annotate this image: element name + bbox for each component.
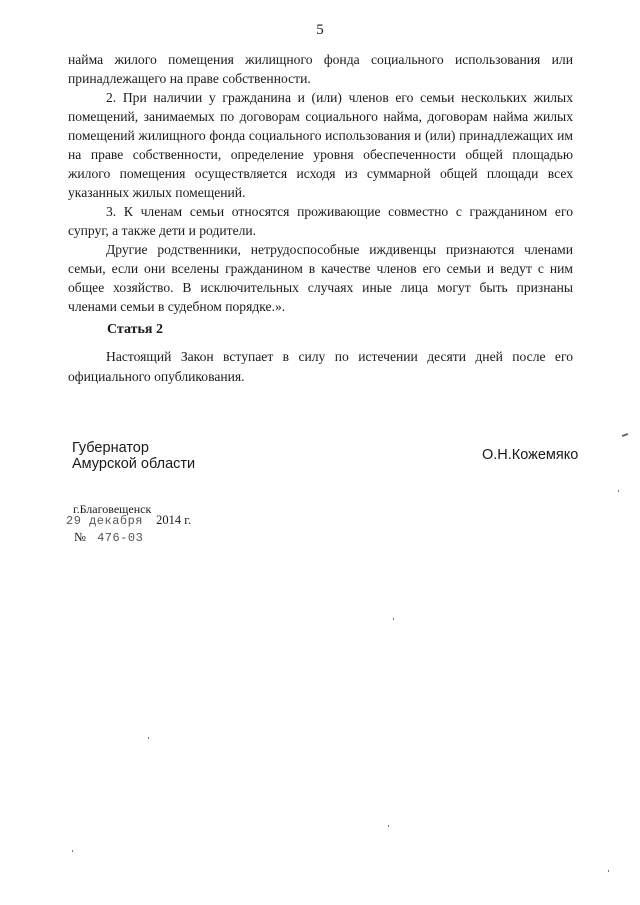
date-stamp: 29 декабря (66, 514, 144, 528)
scan-speck (72, 850, 73, 852)
article-title: Статья 2 (107, 322, 163, 337)
date-year: 2014 г. (156, 513, 192, 527)
article-body (68, 347, 573, 387)
page-number: 5 (316, 22, 324, 38)
number-sign: № (74, 530, 86, 544)
scan-speck (618, 490, 619, 492)
city-name: г.Благовещенск (73, 502, 152, 516)
body-text (68, 50, 573, 316)
scan-speck (148, 737, 149, 739)
date-line (66, 513, 191, 528)
scan-speck (608, 870, 609, 872)
scan-speck (393, 618, 394, 620)
article-paragraph: Настоящий Закон вступает в силу по истечении десяти дней после его официального опубликования. (68, 349, 573, 384)
document-number-line (74, 530, 143, 545)
paragraph-continuation: найма жилого помещения жилищного фонда социального использования или принадлежащего на праве собственности. (68, 52, 573, 86)
signatory-title: Губернатор (72, 440, 149, 456)
scan-speck (388, 825, 389, 827)
number-stamp: 476-03 (97, 531, 144, 545)
scan-mark (622, 433, 628, 437)
signatory-region: Амурской области (72, 456, 196, 472)
signatory-position (72, 440, 195, 472)
paragraph-other-relatives: Другие родственники, нетрудоспособные иждивенцы признаются членами семьи, если они вселены гражданином в качестве членов его семьи и ведут с ним общее хозяйство. В исключительных случаях иные лица могут быть признаны членами семьи в судебном порядке.». (68, 242, 573, 314)
paragraph-item-3: 3. К членам семьи относятся проживающие совместно с гражданином его супруг, а также дети и родители. (68, 204, 573, 238)
paragraph-item-2: 2. При наличии у гражданина и (или) членов его семьи нескольких жилых помещений, занимаемых по договорам социального найма, договорам найма жилых помещений жилищного фонда социального использования и (или) принадлежащих им на праве собственности, определение уровня обеспеченности общей площадью жилого помещения осуществляется исходя из суммарной общей площади всех указанных жилых помещений. (68, 90, 573, 200)
signatory-name: О.Н.Кожемяко (482, 447, 579, 463)
